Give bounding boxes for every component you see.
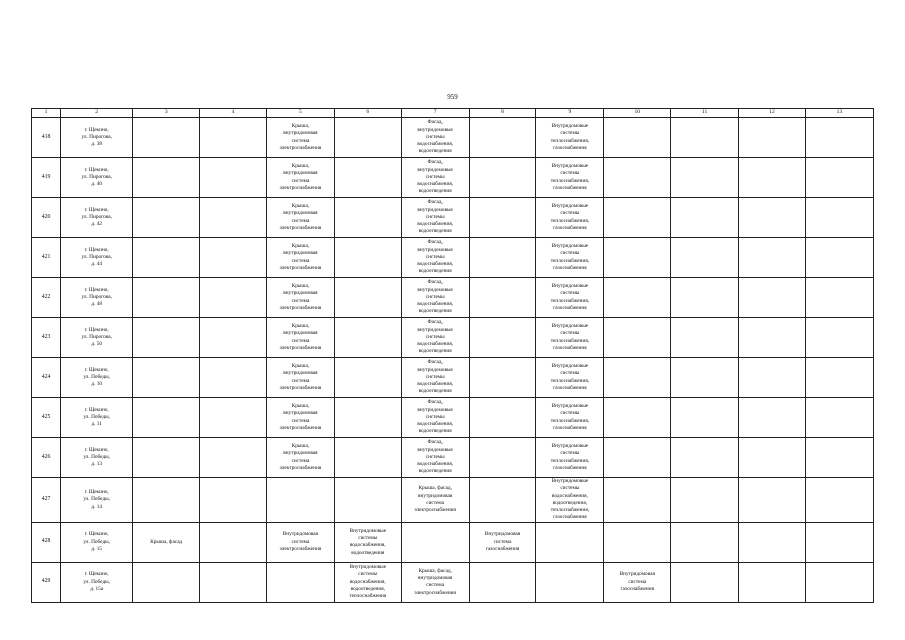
table-row [32,238,874,278]
table-cell [200,238,267,278]
table-cell [334,198,401,238]
table-cell [133,158,200,198]
table-cell [266,562,334,602]
table-cell [133,478,200,523]
table-cell [469,238,536,278]
table-cell [805,478,873,523]
row-number-cell: 423 [32,318,61,358]
table-cell [536,562,604,602]
table-cell [469,562,536,602]
table-cell [200,358,267,398]
table-cell [200,438,267,478]
table-cell [739,562,806,602]
table-cell [604,478,671,523]
address-cell: г. Щекино, ул. Победы, д. 11 [61,398,133,438]
table-cell: Крыша, внутридомовая система электроснабжения [266,318,334,358]
table-cell [671,438,739,478]
table-cell: Фасад, внутридомовые системы водоснабжения, водоотведения [401,118,469,158]
row-number-cell: 429 [32,562,61,602]
address-cell: г. Щекино, ул. Пирогова, д. 42 [61,198,133,238]
row-number-cell: 418 [32,118,61,158]
table-cell [133,198,200,238]
row-number-cell: 424 [32,358,61,398]
table-cell [671,278,739,318]
table-cell [805,562,873,602]
table-cell [469,198,536,238]
table-cell [469,278,536,318]
table-cell [671,478,739,523]
table-cell [200,398,267,438]
column-header: 1 [32,109,61,118]
table-cell [805,318,873,358]
table-cell [133,278,200,318]
table-cell [200,562,267,602]
table-cell [739,238,806,278]
table-cell: Крыша, фасад [133,522,200,562]
table-cell [469,398,536,438]
row-number-cell: 420 [32,198,61,238]
table-cell: Фасад, внутридомовые системы водоснабжения, водоотведения [401,158,469,198]
table-cell [334,318,401,358]
address-cell: г. Щекино, ул. Пирогова, д. 50 [61,318,133,358]
table-cell: Внутридомовые системы теплоснабжения, газоснабжения [536,238,604,278]
table-cell [739,158,806,198]
column-header: 3 [133,109,200,118]
table-cell: Крыша, внутридомовая система электроснабжения [266,438,334,478]
table-cell: Фасад, внутридомовые системы водоснабжения, водоотведения [401,438,469,478]
table-cell [133,358,200,398]
address-cell: г. Щекино, ул. Победы, д. 15 [61,522,133,562]
table-cell [739,318,806,358]
table-cell [334,478,401,523]
table-cell [133,118,200,158]
column-header: 5 [266,109,334,118]
table-body [32,118,874,603]
table-cell: Внутридомовые системы теплоснабжения, газоснабжения [536,118,604,158]
page-number: 959 [447,93,458,101]
table-cell: Крыша, внутридомовая система электроснабжения [266,278,334,318]
table-cell [200,198,267,238]
column-header: 4 [200,109,267,118]
table-cell: Крыша, внутридомовая система электроснабжения [266,118,334,158]
table-cell [805,438,873,478]
table-row [32,318,874,358]
table-cell [469,478,536,523]
table-cell [469,358,536,398]
column-header: 13 [805,109,873,118]
table-cell: Фасад, внутридомовые системы водоснабжения, водоотведения [401,278,469,318]
table-cell: Внутридомовые системы теплоснабжения, газоснабжения [536,438,604,478]
table-cell [133,318,200,358]
table-cell [469,438,536,478]
table-cell [671,562,739,602]
table-cell [200,278,267,318]
table-cell [739,278,806,318]
table-cell: Внутридомовая система газоснабжения [604,562,671,602]
repair-schedule-table [31,108,874,603]
table-cell: Фасад, внутридомовые системы водоснабжения, водоотведения [401,198,469,238]
table-cell: Внутридомовые системы теплоснабжения, газоснабжения [536,278,604,318]
table-cell [604,238,671,278]
row-number-cell: 421 [32,238,61,278]
table-cell: Фасад, внутридомовые системы водоснабжения, водоотведения [401,318,469,358]
table-cell [200,158,267,198]
table-cell [671,158,739,198]
table-cell [334,358,401,398]
table-cell [805,238,873,278]
table-cell: Крыша, внутридомовая система электроснабжения [266,158,334,198]
table-cell [334,278,401,318]
table-cell [805,522,873,562]
row-number-cell: 419 [32,158,61,198]
address-cell: г. Щекино, ул. Пирогова, д. 40 [61,158,133,198]
table-cell [805,158,873,198]
table-cell [200,478,267,523]
table-cell: Внутридомовая система электроснабжения [266,522,334,562]
table-cell [469,158,536,198]
table-cell [739,522,806,562]
address-cell: г. Щекино, ул. Победы, д. 15а [61,562,133,602]
table-cell [334,398,401,438]
table-row [32,438,874,478]
table-cell: Крыша, внутридомовая система электроснабжения [266,198,334,238]
table-cell [604,278,671,318]
table-cell [739,478,806,523]
table-cell [604,158,671,198]
table-row [32,398,874,438]
table-cell [401,522,469,562]
table-cell [604,118,671,158]
address-cell: г. Щекино, ул. Пирогова, д. 38 [61,118,133,158]
table-cell [604,398,671,438]
address-cell: г. Щекино, ул. Победы, д. 14 [61,478,133,523]
row-number-cell: 428 [32,522,61,562]
column-header: 9 [536,109,604,118]
address-cell: г. Щекино, ул. Победы, д. 10 [61,358,133,398]
table-cell [739,198,806,238]
table-cell [805,118,873,158]
table-cell [671,198,739,238]
table-cell [805,278,873,318]
table-row [32,118,874,158]
table-cell [805,198,873,238]
table-cell [200,318,267,358]
column-header: 2 [61,109,133,118]
column-number-row [32,109,874,118]
table-cell [469,318,536,358]
address-cell: г. Щекино, ул. Победы, д. 13 [61,438,133,478]
table-cell: Внутридомовые системы теплоснабжения, газоснабжения [536,198,604,238]
table-cell [739,438,806,478]
row-number-cell: 425 [32,398,61,438]
table-cell [671,318,739,358]
table-cell [671,398,739,438]
address-cell: г. Щекино, ул. Пирогова, д. 48 [61,278,133,318]
row-number-cell: 427 [32,478,61,523]
table-row [32,278,874,318]
table-cell [469,118,536,158]
table-cell [334,158,401,198]
table-cell [805,358,873,398]
table-cell: Крыша, фасад, внутридомовая система электроснабжения [401,562,469,602]
table-cell [200,522,267,562]
table-cell [671,522,739,562]
table-cell: Фасад, внутридомовые системы водоснабжения, водоотведения [401,398,469,438]
table-cell [133,562,200,602]
address-cell: г. Щекино, ул. Пирогова, д. 44 [61,238,133,278]
table-cell [671,238,739,278]
table-cell [671,118,739,158]
table-cell: Крыша, внутридомовая система электроснабжения [266,238,334,278]
table-cell [266,478,334,523]
column-header: 6 [334,109,401,118]
table-row [32,358,874,398]
table-cell [536,522,604,562]
row-number-cell: 426 [32,438,61,478]
table-cell [805,398,873,438]
table-cell: Внутридомовые системы теплоснабжения, газоснабжения [536,398,604,438]
column-header: 12 [739,109,806,118]
column-header: 10 [604,109,671,118]
table-cell [604,522,671,562]
table-cell [604,318,671,358]
table-cell [739,118,806,158]
table-cell [604,198,671,238]
table-row [32,158,874,198]
table-row [32,198,874,238]
table-cell: Внутридомовые системы теплоснабжения, газоснабжения [536,158,604,198]
table-cell [334,118,401,158]
table-cell: Крыша, внутридомовая система электроснабжения [266,358,334,398]
table-cell: Внутридомовые системы водоснабжения, водоотведения [334,522,401,562]
table-cell [739,358,806,398]
table-cell [604,438,671,478]
table-cell: Крыша, внутридомовая система электроснабжения [266,398,334,438]
table-cell [133,238,200,278]
table-cell: Внутридомовые системы водоснабжения, водоотведения, теплоснабжения [334,562,401,602]
table-cell: Внутридомовые системы теплоснабжения, газоснабжения [536,318,604,358]
table-cell: Крыша, фасад, внутридомовая система электроснабжения [401,478,469,523]
table-cell [133,438,200,478]
table-row [32,562,874,602]
table-cell: Внутридомовые системы теплоснабжения, газоснабжения [536,358,604,398]
table-row [32,478,874,523]
table-cell [739,398,806,438]
table-cell [200,118,267,158]
table-row [32,522,874,562]
column-header: 11 [671,109,739,118]
table-cell [334,238,401,278]
table-cell [334,438,401,478]
row-number-cell: 422 [32,278,61,318]
table-cell: Внутридомовые системы водоснабжения, водоотведения, теплоснабжения, газоснабжения [536,478,604,523]
table-cell: Внутридомовая система газоснабжения [469,522,536,562]
table-cell: Фасад, внутридомовые системы водоснабжения, водоотведения [401,238,469,278]
column-header: 7 [401,109,469,118]
table-cell [671,358,739,398]
table-cell: Фасад, внутридомовые системы водоснабжения, водоотведения [401,358,469,398]
column-header: 8 [469,109,536,118]
table-cell [604,358,671,398]
table-cell [133,398,200,438]
